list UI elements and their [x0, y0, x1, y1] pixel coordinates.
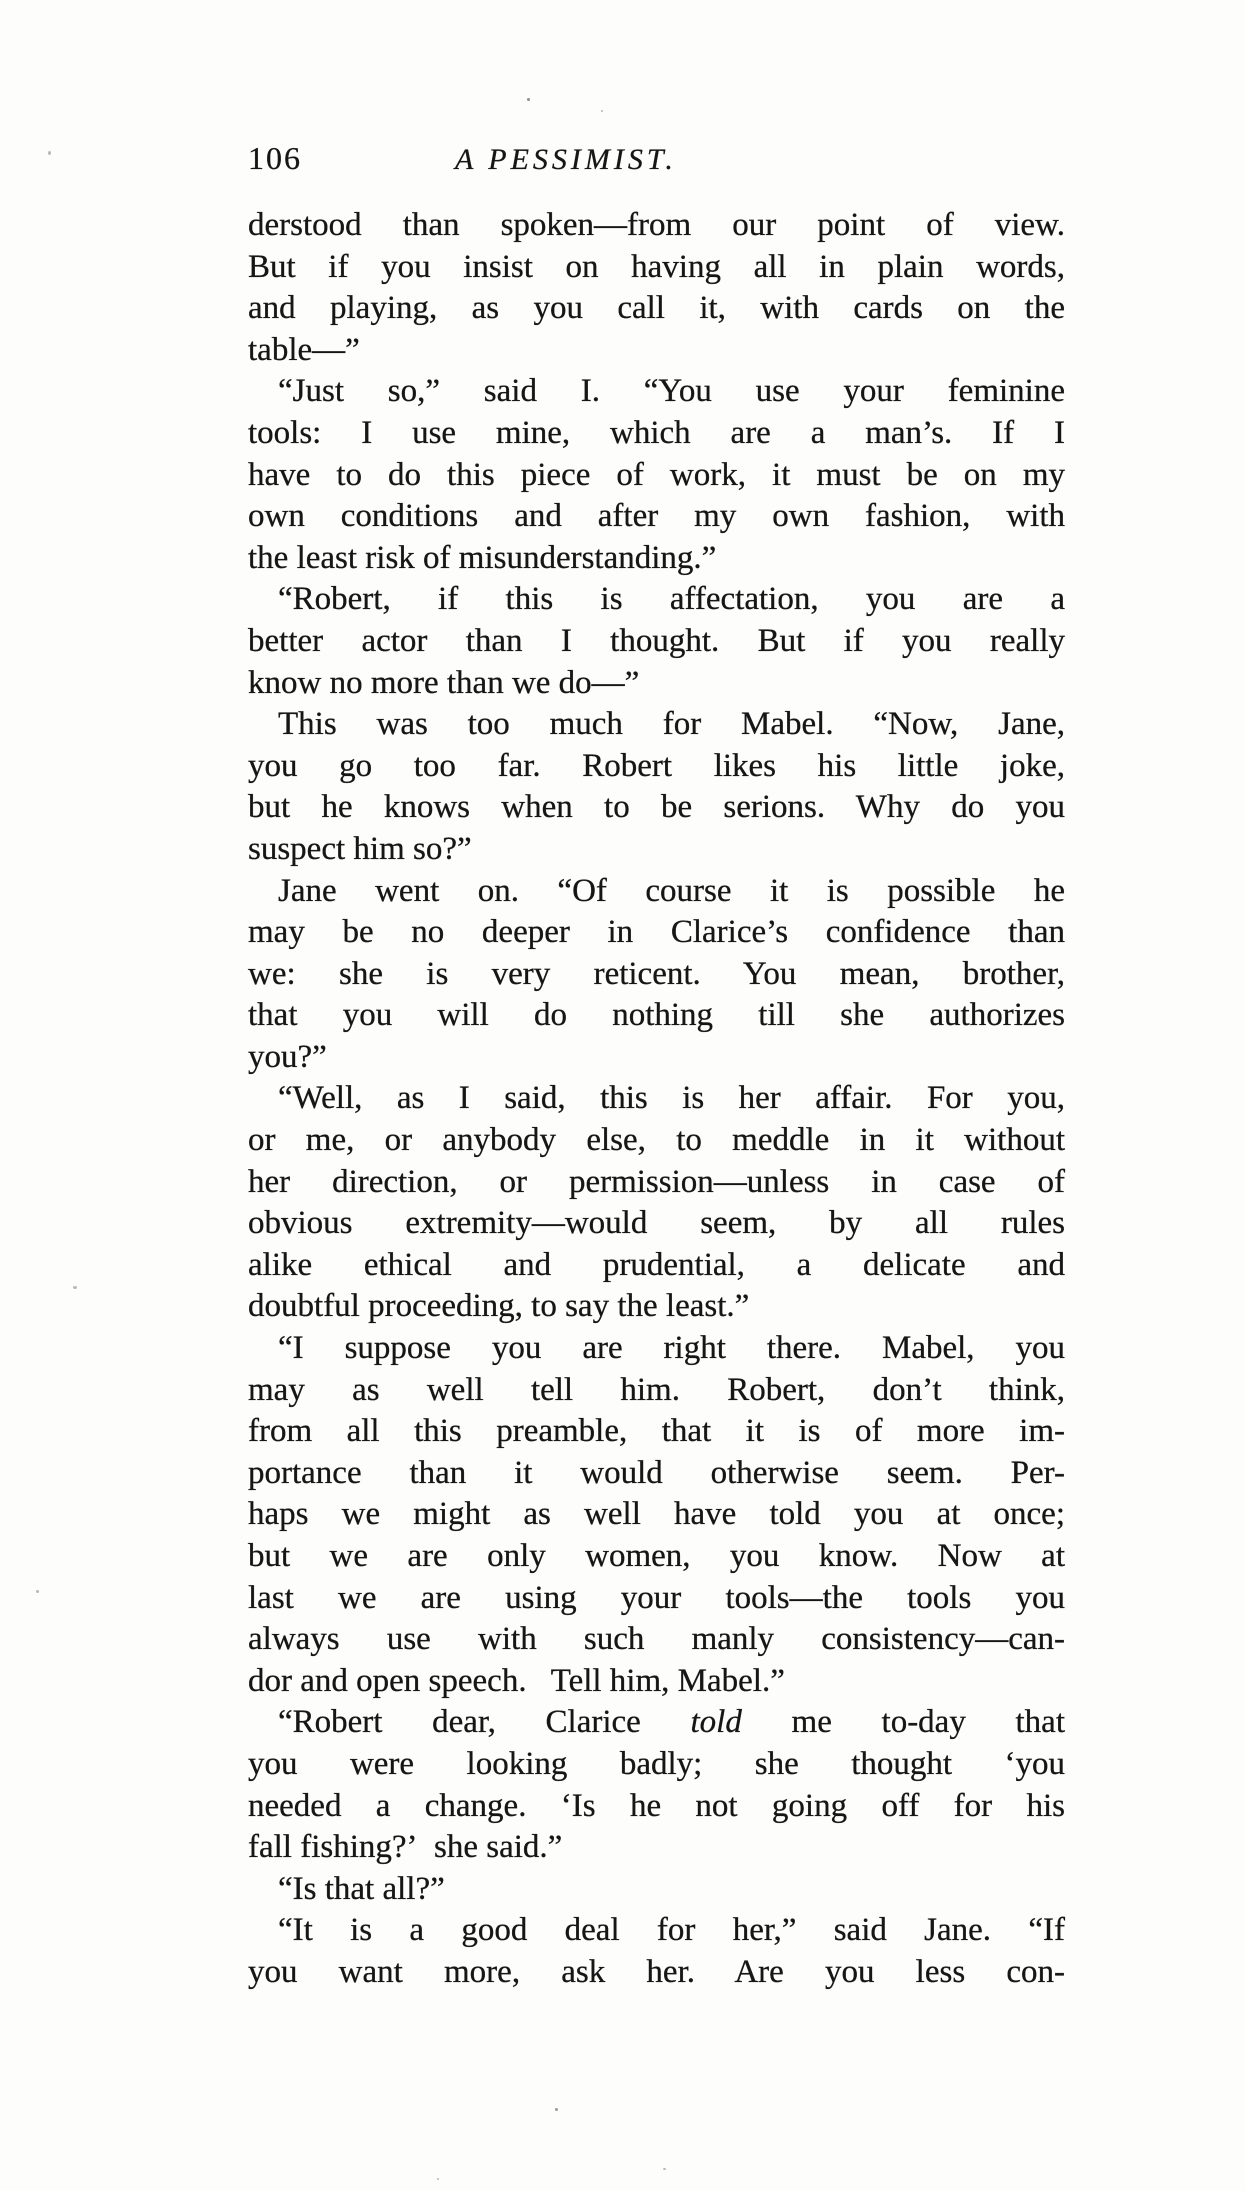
body-text	[248, 205, 1065, 1994]
scan-speck	[437, 2178, 439, 2180]
text-line: you go too far. Robert likes his little joke,	[248, 747, 1065, 784]
scan-speck	[73, 1286, 77, 1289]
text-line: always use with such manly consistency—can-	[248, 1621, 1065, 1658]
text-line: you were looking badly; she thought ‘you	[248, 1745, 1065, 1782]
scan-speck	[48, 151, 51, 155]
text-segment: me to-day that	[741, 1704, 1065, 1741]
running-title: A PESSIMIST.	[455, 143, 677, 176]
text-line: “It is a good deal for her,” said Jane. “If	[278, 1912, 1065, 1949]
text-line: or me, or anybody else, to meddle in it without	[248, 1122, 1065, 1159]
text-line: from all this preamble, that it is of more im-	[248, 1413, 1065, 1450]
text-line: last we are using your tools—the tools you	[248, 1579, 1065, 1616]
scan-speck	[527, 98, 530, 101]
text-line: and playing, as you call it, with cards on the	[248, 290, 1065, 327]
text-line: But if you insist on having all in plain words,	[248, 248, 1065, 285]
text-line: fall fishing?’ she said.”	[248, 1829, 563, 1866]
scan-speck	[36, 1590, 39, 1593]
text-line: know no more than we do—”	[248, 664, 640, 701]
text-line: tools: I use mine, which are a man’s. If I	[248, 414, 1065, 451]
text-segment: “Robert dear, Clarice	[278, 1704, 691, 1741]
text-line: you?”	[248, 1038, 327, 1075]
text-line: you want more, ask her. Are you less con-	[248, 1953, 1065, 1990]
text-line: table—”	[248, 331, 360, 368]
text-line: we: she is very reticent. You mean, brother,	[248, 955, 1065, 992]
text-line: This was too much for Mabel. “Now, Jane,	[278, 706, 1065, 743]
text-line: but we are only women, you know. Now at	[248, 1538, 1065, 1574]
text-line: may be no deeper in Clarice’s confidence than	[248, 914, 1065, 951]
text-line: her direction, or permission—unless in case of	[248, 1163, 1065, 1200]
text-line: alike ethical and prudential, a delicate and	[248, 1246, 1065, 1283]
scan-speck	[601, 110, 603, 112]
text-line: may as well tell him. Robert, don’t think,	[248, 1371, 1065, 1408]
scan-speck	[555, 2108, 558, 2111]
text-line: better actor than I thought. But if you really	[248, 622, 1065, 659]
text-line: “Just so,” said I. “You use your feminine	[278, 373, 1065, 410]
italic-word: told	[690, 1704, 742, 1741]
text-line: obvious extremity—would seem, by all rules	[248, 1205, 1065, 1242]
scan-speck	[663, 2168, 666, 2170]
text-line: “I suppose you are right there. Mabel, you	[278, 1330, 1065, 1367]
text-line: that you will do nothing till she authorizes	[248, 997, 1065, 1034]
text-line: the least risk of misunderstanding.”	[248, 539, 717, 576]
text-line: doubtful proceeding, to say the least.”	[248, 1288, 750, 1325]
text-line: own conditions and after my own fashion, with	[248, 498, 1065, 535]
text-line	[248, 1702, 1065, 1744]
text-line: portance than it would otherwise seem. Per-	[248, 1454, 1065, 1491]
text-line: needed a change. ‘Is he not going off for his	[248, 1787, 1065, 1824]
page-number: 106	[248, 140, 302, 176]
text-line: have to do this piece of work, it must be on my	[248, 456, 1065, 493]
text-line: dor and open speech. Tell him, Mabel.”	[248, 1662, 785, 1699]
text-line: haps we might as well have told you at once;	[248, 1496, 1065, 1533]
text-line: but he knows when to be serions. Why do you	[248, 789, 1065, 826]
text-line: derstood than spoken—from our point of view.	[248, 207, 1065, 243]
text-line: suspect him so?”	[248, 830, 472, 867]
text-line: “Robert, if this is affectation, you are a	[278, 581, 1065, 618]
text-line: “Well, as I said, this is her affair. For you,	[278, 1080, 1065, 1117]
text-line: Jane went on. “Of course it is possible he	[278, 872, 1065, 909]
text-line: “Is that all?”	[278, 1870, 445, 1907]
